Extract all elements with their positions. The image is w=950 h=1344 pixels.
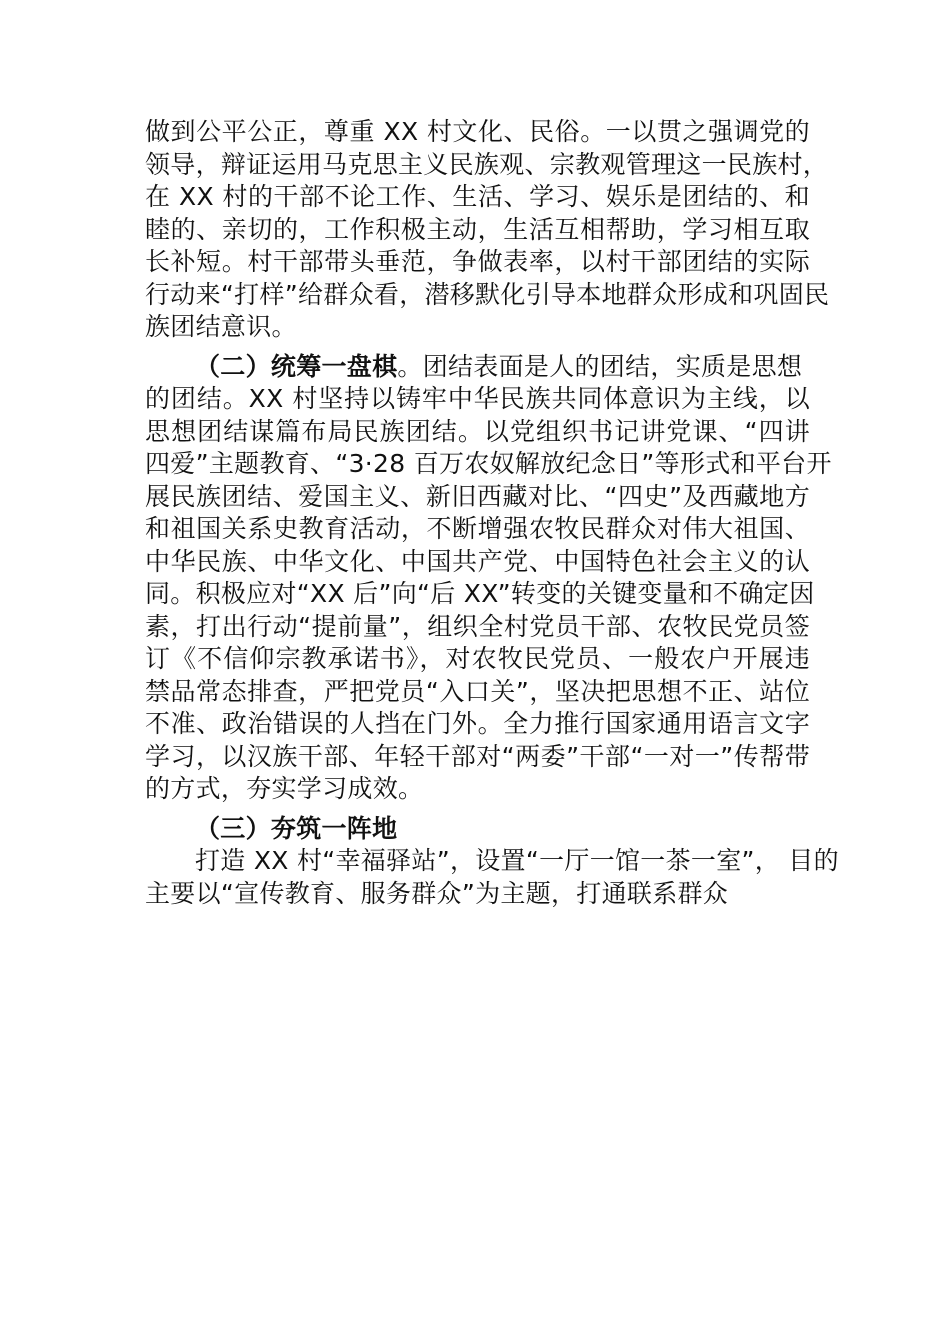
section-2 [145, 351, 832, 806]
paragraph-1-line-6: 行动来“打样”给群众看，潜移默化引导本地群众形成和巩固民 [145, 279, 830, 309]
paragraph-1-line-1: 做到公平公正，尊重 XX 村文化、民俗。一以贯之强调党的 [145, 117, 810, 146]
section-2-line-12: 学习，以汉族干部、年轻干部对“两委”干部“一对一”传帮带 [145, 741, 810, 771]
section-2-first-line-text: 。团结表面是人的团结，实质是思想 [397, 351, 803, 381]
section-3-line-2: 主要以“宣传教育、服务群众”为主题，打通联系群众 [145, 878, 729, 908]
section-2-line-6: 中华民族、中华文化、中国共产党、中国特色社会主义的认 [145, 546, 810, 576]
section-2-line-2: 思想团结谋篇布局民族团结。以党组织书记讲党课、“四讲 [145, 416, 810, 446]
section-2-line-13: 的方式，夯实学习成效。 [145, 774, 424, 803]
section-2-line-9: 订《不信仰宗教承诺书》，对农牧民党员、一般农户开展违 [145, 644, 810, 673]
paragraph-1-line-2: 领导，辩证运用马克思主义民族观、宗教观管理这一民族村， [145, 149, 829, 179]
section-2-line-4: 展民族团结、爱国主义、新旧西藏对比、“四史”及西藏地方 [145, 481, 810, 511]
section-2-line-1: 的团结。XX 村坚持以铸牢中华民族共同体意识为主线，以 [145, 384, 810, 413]
section-3 [145, 813, 839, 911]
section-2-first-line [145, 351, 810, 384]
paragraph-1 [145, 116, 830, 344]
paragraph-1-line-4: 睦的、亲切的，工作积极主动，生活互相帮助，学习相互取 [145, 214, 810, 244]
section-2-line-8: 素，打出行动“提前量”，组织全村党员干部、农牧民党员签 [145, 611, 810, 641]
paragraph-1-line-5: 长补短。村干部带头垂范，争做表率，以村干部团结的实际 [145, 247, 810, 276]
paragraph-1-line-7: 族团结意识。 [145, 312, 297, 341]
section-3-heading: （三）夯筑一阵地 [195, 813, 398, 843]
paragraph-1-line-3: 在 XX 村的干部不论工作、生活、学习、娱乐是团结的、和 [145, 182, 810, 211]
section-2-line-7: 同。积极应对“XX 后”向“后 XX”转变的关键变量和不确定因 [145, 579, 815, 608]
section-2-heading: （二）统筹一盘棋 [195, 351, 398, 381]
section-2-line-10: 禁品常态排查，严把党员“入口关”，坚决把思想不正、站位 [145, 676, 810, 706]
document-body [145, 116, 839, 910]
section-2-line-11: 不准、政治错误的人挡在门外。全力推行国家通用语言文字 [145, 709, 810, 738]
section-2-line-3: 四爱”主题教育、“3·28 百万农奴解放纪念日”等形式和平台开 [145, 449, 832, 478]
section-2-line-5: 和祖国关系史教育活动，不断增强农牧民群众对伟大祖国、 [145, 514, 810, 543]
section-3-line-1: 打造 XX 村“幸福驿站”，设置“一厅一馆一茶一室”， 目的 [195, 846, 839, 875]
